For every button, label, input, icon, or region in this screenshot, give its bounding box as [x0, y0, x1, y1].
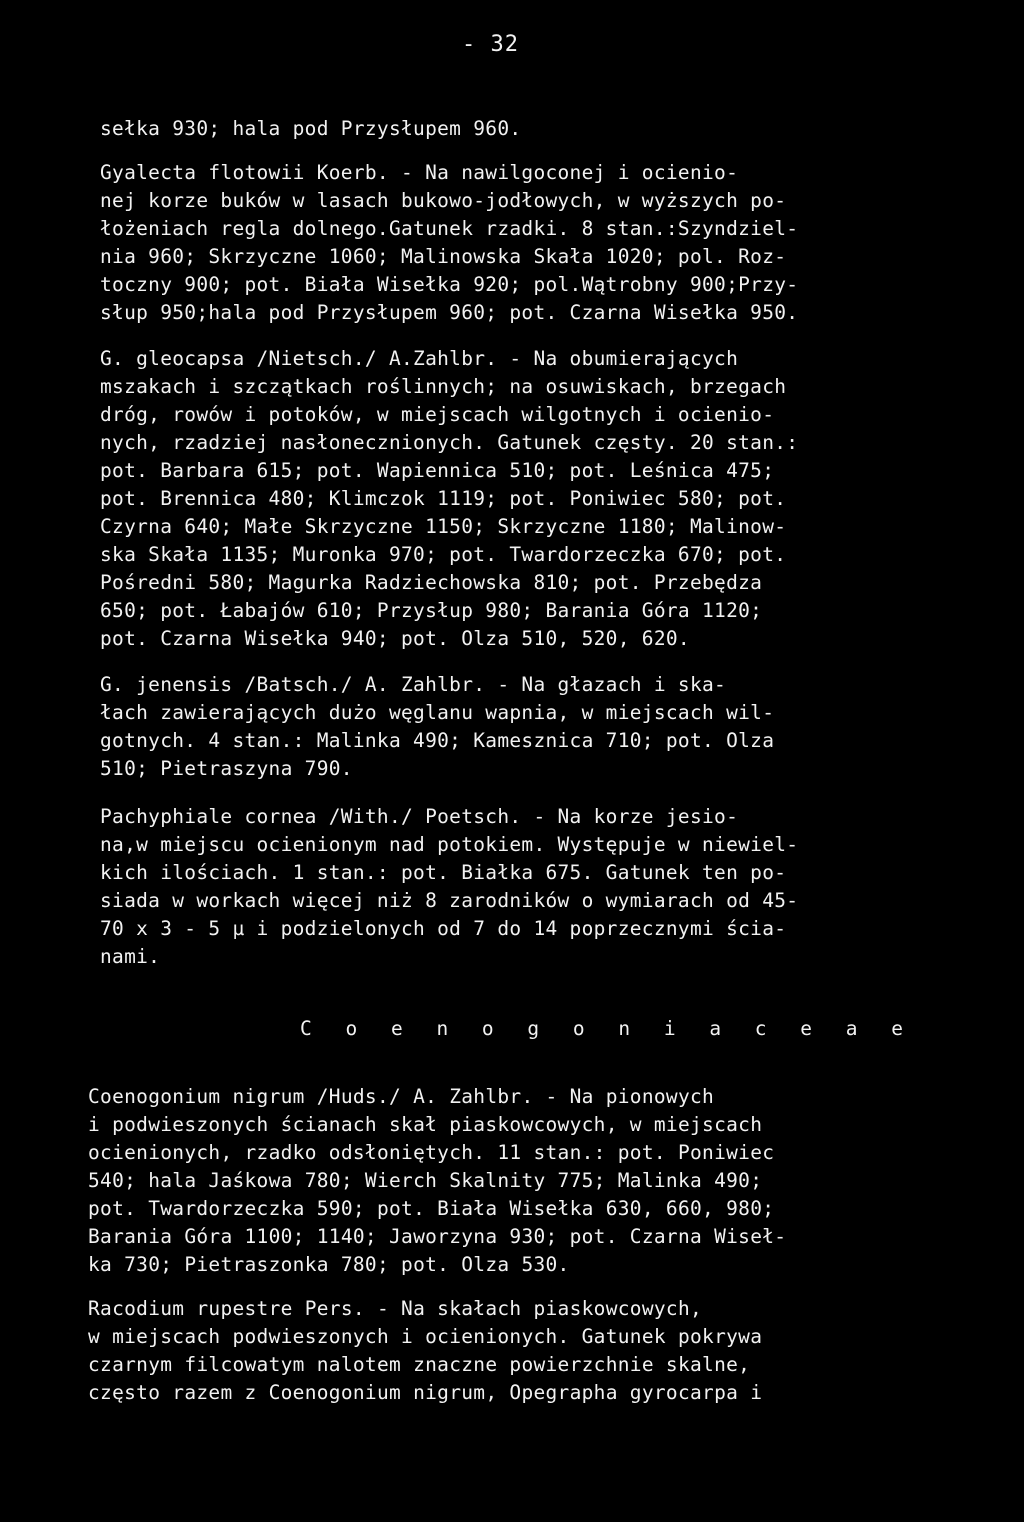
text-line: dróg, rowów i potoków, w miejscach wilgotnych i ocienio-: [100, 403, 775, 426]
text-line: G. gleocapsa /Nietsch./ A.Zahlbr. - Na obumierających: [100, 347, 739, 370]
section-heading: C o e n o g o n i a c e a e: [300, 1017, 914, 1040]
text-line: sełka 930; hala pod Przysłupem 960.: [100, 117, 522, 140]
text-line: na,w miejscu ocienionym nad potokiem. Występuje w niewiel-: [100, 833, 799, 856]
text-line: Racodium rupestre Pers. - Na skałach piaskowcowych,: [88, 1297, 703, 1320]
text-line: 70 x 3 - 5 µ i podzielonych od 7 do 14 poprzecznymi ścia-: [100, 917, 787, 940]
text-line: mszakach i szczątkach roślinnych; na osuwiskach, brzegach: [100, 375, 787, 398]
text-line: pot. Twardorzeczka 590; pot. Biała Wisełka 630, 660, 980;: [88, 1197, 775, 1220]
text-line: kich ilościach. 1 stan.: pot. Białka 675. Gatunek ten po-: [100, 861, 787, 884]
text-line: czarnym filcowatym nalotem znaczne powierzchnie skalne,: [88, 1353, 751, 1376]
text-line: 540; hala Jaśkowa 780; Wierch Skalnity 775; Malinka 490;: [88, 1169, 763, 1192]
text-line: w miejscach podwieszonych i ocienionych. Gatunek pokrywa: [88, 1325, 763, 1348]
text-line: Coenogonium nigrum /Huds./ A. Zahlbr. - Na pionowych: [88, 1085, 715, 1108]
text-line: Pachyphiale cornea /With./ Poetsch. - Na korze jesio-: [100, 805, 739, 828]
text-line: toczny 900; pot. Biała Wisełka 920; pol.Wątrobny 900;Przy-: [100, 273, 799, 296]
text-line: pot. Barbara 615; pot. Wapiennica 510; pot. Leśnica 475;: [100, 459, 775, 482]
text-line: ocienionych, rzadko odsłoniętych. 11 stan.: pot. Poniwiec: [88, 1141, 775, 1164]
text-line: często razem z Coenogonium nigrum, Opegrapha gyrocarpa i: [88, 1381, 763, 1404]
text-line: G. jenensis /Batsch./ A. Zahlbr. - Na głazach i ska-: [100, 673, 727, 696]
text-line: 650; pot. Łabajów 610; Przysłup 980; Barania Góra 1120;: [100, 599, 763, 622]
text-line: Gyalecta flotowii Koerb. - Na nawilgoconej i ocienio-: [100, 161, 739, 184]
text-line: nia 960; Skrzyczne 1060; Malinowska Skała 1020; pol. Roz-: [100, 245, 787, 268]
text-line: nej korze buków w lasach bukowo-jodłowych, w wyższych po-: [100, 189, 787, 212]
text-line: nami.: [100, 945, 161, 968]
text-line: ska Skała 1135; Muronka 970; pot. Twardorzeczka 670; pot.: [100, 543, 787, 566]
text-line: łach zawierających dużo węglanu wapnia, w miejscach wil-: [100, 701, 775, 724]
text-line: pot. Czarna Wisełka 940; pot. Olza 510, 520, 620.: [100, 627, 690, 650]
text-line: pot. Brennica 480; Klimczok 1119; pot. Poniwiec 580; pot.: [100, 487, 787, 510]
text-line: Pośredni 580; Magurka Radziechowska 810; pot. Przebędza: [100, 571, 763, 594]
text-line: łożeniach regla dolnego.Gatunek rzadki. 8 stan.:Szyndziel-: [100, 217, 799, 240]
text-line: siada w workach więcej niż 8 zarodników o wymiarach od 45-: [100, 889, 799, 912]
text-line: ka 730; Pietraszonka 780; pot. Olza 530.: [88, 1253, 570, 1276]
text-line: 510; Pietraszyna 790.: [100, 757, 353, 780]
text-line: nych, rzadziej nasłonecznionych. Gatunek częsty. 20 stan.:: [100, 431, 799, 454]
text-line: słup 950;hala pod Przysłupem 960; pot. Czarna Wisełka 950.: [100, 301, 799, 324]
text-line: Czyrna 640; Małe Skrzyczne 1150; Skrzyczne 1180; Malinow-: [100, 515, 787, 538]
text-line: gotnych. 4 stan.: Malinka 490; Kamesznica 710; pot. Olza: [100, 729, 775, 752]
text-line: Barania Góra 1100; 1140; Jaworzyna 930; pot. Czarna Wiseł-: [88, 1225, 787, 1248]
text-line: i podwieszonych ścianach skał piaskowcowych, w miejscach: [88, 1113, 763, 1136]
page-number: - 32: [462, 32, 519, 57]
